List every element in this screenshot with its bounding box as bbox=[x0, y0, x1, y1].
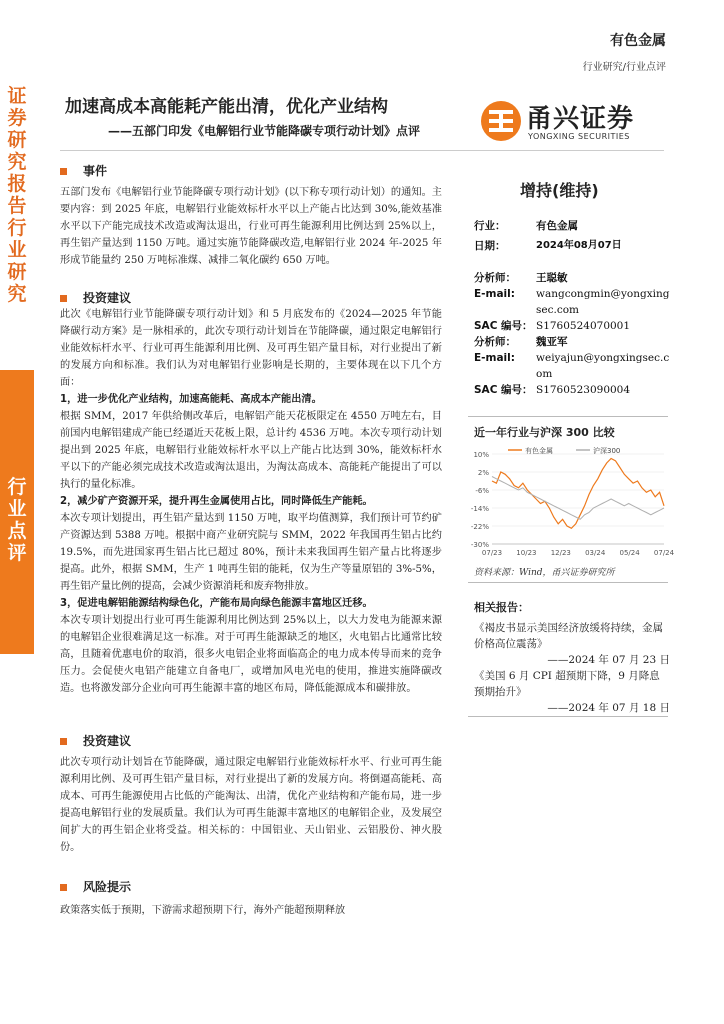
related-item-2-date: ——2024 年 07 月 18 日 bbox=[547, 702, 670, 714]
bullet-square-icon bbox=[60, 295, 67, 302]
chart-source: 资料来源：Wind，甬兴证券研究所 bbox=[474, 568, 615, 578]
point-2-title: 2，减少矿产资源开采，提升再生金属使用占比，同时降低生产能耗。 bbox=[60, 496, 373, 507]
point-1-title: 1，进一步优化产业结构，加速高能耗、高成本产能出清。 bbox=[60, 394, 322, 405]
legend-label-1: 有色金属 bbox=[525, 447, 553, 455]
analyst-1-sac: S1760524070001 bbox=[536, 320, 631, 332]
related-item-2-title[interactable]: 《美国 6 月 CPI 超预期下降，9 月降息预期抬升》 bbox=[474, 670, 660, 698]
y-tick-label: -14% bbox=[470, 505, 489, 513]
sidebar-bottom-text: 行业点评 bbox=[7, 476, 27, 564]
bullet-square-icon bbox=[60, 884, 67, 891]
invest-analysis-text: 此次《电解铝行业节能降碳专项行动计划》和 5 月底发布的《2024—2025 年节能降碳行动方案》是一脉相承的，此次专项行动计划旨在节能降碳，通过限定电解铝行业能效标杆水平、行业可再生能源利用比例、及可再生铝产量目标，对行业提出了新的发展方向和标准。我们认为对电解铝行业影响是长期的，主要体现在以下几个方面： 1，进一步优化产业结构，加速高能耗、高成本产能出清。 根据 SMM，2017 年供给侧改革后，电解铝产能天花板限定在 4550 万吨左右，目前国内电解铝建成产能已经逼近天花板上限，总计约 4536 万吨。本次专项行动计划提出到 2025 年底，电解铝行业能效标杆水平以上产能占比达到 30%，能效标杆水平以下的产能必须完成技术改造或淘汰退出，为淘汰高成本、高能耗产能提出了可以执行的量化标准。 2，减少矿产资源开采，提升再生金属使用占比，同时降低生产能耗。 本次专项计划提出，再生铝产量达到 1150 万吨，取平均值测算，我们预计可节约矿产资源达到 5388 万吨。根据中商产业研究院与 SMM，2022 年我国再生铝占比约 19.5%，而先进国家再生铝占比已超过 80%，预计未来我国再生铝产量占比将逐步提高。此外，根据 SMM，生产 1 吨再生铝的能耗，仅为生产等量原铝的 3%-5%，再生铝产量比例的提高，会减少资源消耗和废弃物排放。 3，促进电解铝能源结构绿色化，产能布局向绿色能源丰富地区迁移。 本次专项计划提出行业可再生能源利用比例达到 25%以上，以大力发电为能源来源的电解铝企业很难满足这一标准。对于可再生能源缺乏的地区，火电铝占比通常比较高，且随着优惠电价的取消，很多火电铝企业将面临高企的电力成本传导而来的竞争压力。会促使火电铝产能建立自备电厂，或增加风电光电的使用，推进实施降碳改造。也将激发部分企业向可再生能源丰富的地区布局，降低能源成本和碳排放。 bbox=[60, 306, 442, 697]
y-tick-label: 2% bbox=[477, 469, 489, 477]
report-title: 加速高成本高能耗产能出清，优化产业结构 bbox=[65, 97, 388, 117]
sidebar-top-text: 证券研究报告 行业研究 bbox=[7, 85, 46, 305]
section-heading-risk: 风险提示 bbox=[60, 878, 131, 895]
y-tick-label: -30% bbox=[470, 541, 489, 549]
point-3-title: 3，促进电解铝能源结构绿色化，产能布局向绿色能源丰富地区迁移。 bbox=[60, 598, 373, 609]
point-1-text: 根据 SMM，2017 年供给侧改革后，电解铝产能天花板限定在 4550 万吨左右，目前国内电解铝建成产能已经逼近天花板上限，总计约 4536 万吨。本次专项行动计划提出到 2025 年底，电解铝行业能效标杆水平以上产能占比达到 30%，能效标杆水平以下的产能必须完成技术改造或淘汰退出，为淘汰高成本、高能耗产能提出了可以执行的量化标准。 bbox=[60, 411, 442, 490]
comparison-chart bbox=[468, 444, 675, 562]
analyst-1-name: 王聪敏 bbox=[536, 272, 568, 284]
header-industry-block bbox=[583, 30, 666, 73]
header-report-type: 行业研究/行业点评 bbox=[582, 62, 666, 73]
related-reports bbox=[474, 600, 670, 716]
logo-name-en: YONGXING SECURITIES bbox=[528, 132, 630, 141]
analyst-2-email[interactable]: weiyajun@yongxingsec.com bbox=[536, 352, 670, 380]
header-industry: 有色金属 bbox=[610, 33, 666, 49]
analyst-1-email[interactable]: wangcongmin@yongxingsec.com bbox=[536, 288, 670, 316]
x-tick-label: 07/24 bbox=[653, 549, 675, 557]
point-3-text: 本次专项计划提出行业可再生能源利用比例达到 25%以上，以大力发电为能源来源的电解铝企业很难满足这一标准。对于可再生能源缺乏的地区，火电铝占比通常比较高，且随着优惠电价的取消，很多火电铝企业将面临高企的电力成本传导而来的竞争压力。会促使火电铝产能建立自备电厂，或增加风电光电的使用，推进实施降碳改造。也将激发部分企业向可再生能源丰富的地区布局，降低能源成本和碳排放。 bbox=[60, 615, 442, 694]
chart-bottom-divider bbox=[468, 582, 668, 583]
chart-title: 近一年行业与沪深 300 比较 bbox=[474, 426, 615, 439]
section-heading-invest-2: 投资建议 bbox=[60, 732, 131, 749]
bullet-square-icon bbox=[60, 168, 67, 175]
section-heading-invest: 投资建议 bbox=[60, 289, 131, 306]
logo-name-cn: 甬兴证券 bbox=[526, 104, 635, 134]
info-date: 2024年08月07日 bbox=[536, 240, 622, 251]
x-tick-label: 10/23 bbox=[516, 549, 537, 557]
event-text: 五部门发布《电解铝行业节能降碳专项行动计划》(以下称专项行动计划）的通知。主要内容：到 2025 年底，电解铝行业能效标杆水平以上产能占比达到 30%,能效基准水平以下产能完成技术改造或淘汰退出，行业可再生能源利用比例达到 25%以上，再生铝产量达到 1150 万吨。通过实施节能降碳改造,电解铝行业 2024 年-2025 年形成节能量约 250 万吨标准煤、减排二氧化碳约 650 万吨。 bbox=[60, 187, 442, 266]
sidebar-report-category bbox=[0, 85, 46, 370]
rating: 增持(维持) bbox=[520, 181, 599, 200]
legend-label-2: 沪深300 bbox=[593, 447, 621, 455]
x-tick-label: 07/23 bbox=[481, 549, 503, 557]
report-subtitle: ——五部门印发《电解铝行业节能降碳专项行动计划》点评 bbox=[108, 124, 421, 138]
info-industry: 有色金属 bbox=[536, 220, 578, 232]
title-divider bbox=[60, 150, 664, 151]
related-heading: 相关报告： bbox=[474, 601, 529, 614]
report-info: 行业： 有色金属 日期： 2024年08月07日 分析师： 王聪敏 E-mail: wangcongmin@yongxingsec.com SAC 编号： S1760524070001 分析师： 魏亚军 E-mail: weiyajun@yongxingsec.com SAC 编号： S1760523090004 bbox=[474, 220, 670, 396]
x-tick-label: 12/23 bbox=[550, 549, 571, 557]
company-logo bbox=[478, 96, 664, 146]
section-heading-event: 事件 bbox=[60, 162, 107, 179]
bullet-square-icon bbox=[60, 738, 67, 745]
x-tick-label: 05/24 bbox=[619, 549, 640, 557]
chart-top-divider bbox=[468, 416, 668, 417]
sidebar-report-type bbox=[0, 370, 34, 654]
related-item-1-date: ——2024 年 07 月 23 日 bbox=[547, 654, 670, 666]
analyst-2-sac: S1760523090004 bbox=[536, 384, 631, 396]
y-tick-label: -6% bbox=[475, 487, 489, 495]
y-tick-label: -22% bbox=[470, 523, 489, 531]
related-bottom-divider bbox=[468, 716, 668, 717]
x-tick-label: 03/24 bbox=[585, 549, 606, 557]
point-2-text: 本次专项计划提出，再生铝产量达到 1150 万吨，取平均值测算，我们预计可节约矿产资源达到 5388 万吨。根据中商产业研究院与 SMM，2022 年我国再生铝占比约 19.5%，而先进国家再生铝占比已超过 80%，预计未来我国再生铝产量占比将逐步提高。此外，根据 SMM，生产 1 吨再生铝的能耗，仅为生产等量原铝的 3%-5%，再生铝产量比例的提高，会减少资源消耗和废弃物排放。 bbox=[60, 513, 442, 592]
y-tick-label: 10% bbox=[473, 451, 489, 459]
risk-text: 政策落实低于预期，下游需求超预期下行，海外产能超预期释放 bbox=[60, 905, 346, 916]
invest-advice-text: 此次专项行动计划旨在节能降碳，通过限定电解铝行业能效标杆水平、行业可再生能源利用比例、及可再生铝产量目标，对行业提出了新的发展方向。将倒逼高能耗、高成本、可再生能源使用占比低的产能淘汰、出清，优化产业结构和产能布局，进一步提高电解铝行业的发展质量。我们认为可再生能源丰富地区的电解铝企业，及发展空间扩大的再生铝企业将受益。相关标的：中国铝业、天山铝业、云铝股份、神火股份。 bbox=[60, 757, 442, 853]
related-item-1-title[interactable]: 《褐皮书显示美国经济放缓将持续，金属价格高位震荡》 bbox=[474, 622, 663, 650]
analyst-2-name: 魏亚军 bbox=[536, 336, 568, 348]
